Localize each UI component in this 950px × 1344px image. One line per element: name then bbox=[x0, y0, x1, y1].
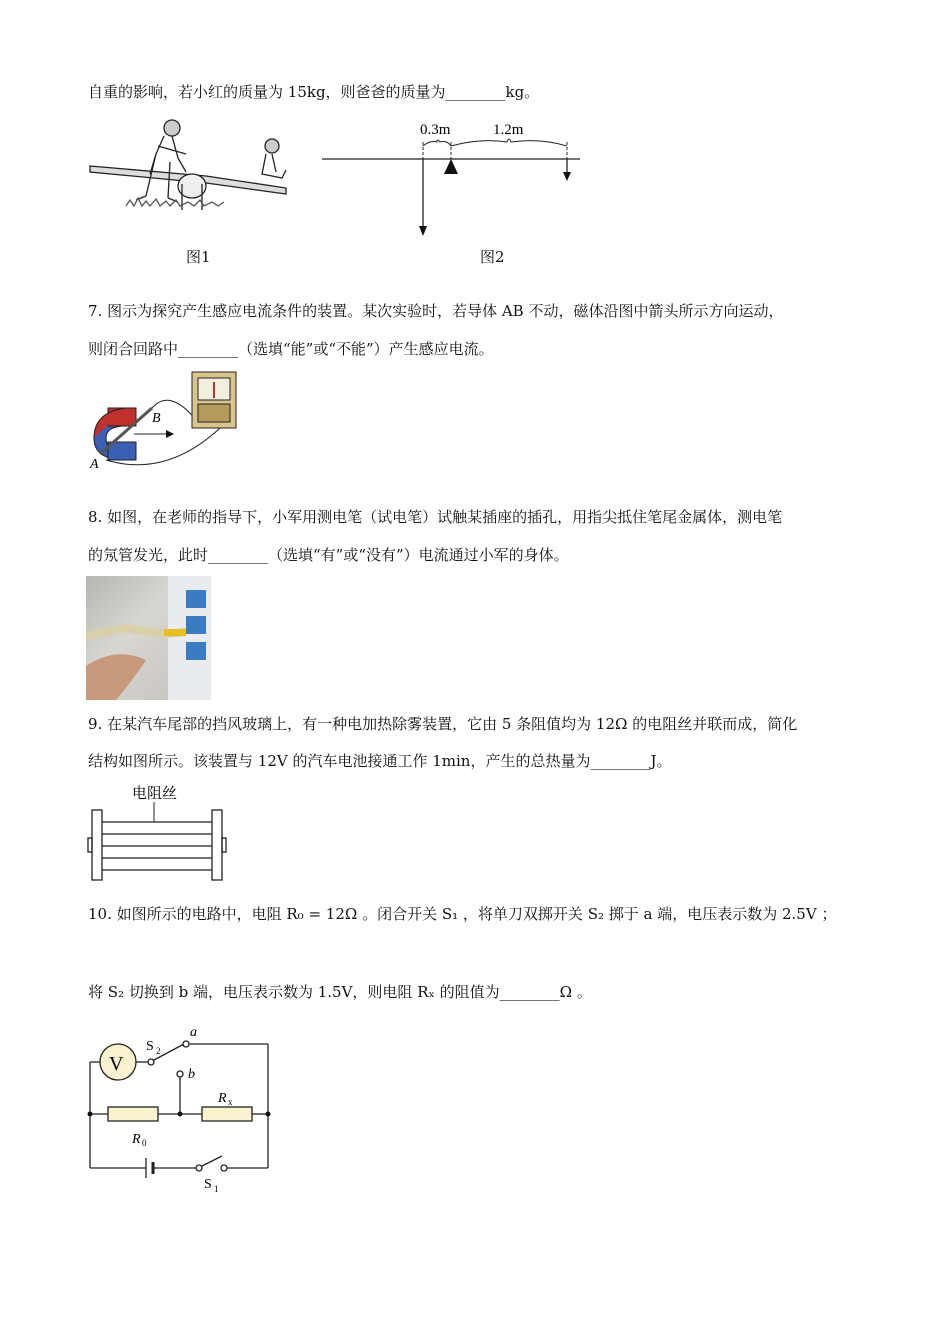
r0-label: R bbox=[132, 1132, 141, 1147]
figure-1-caption: 图1 bbox=[186, 248, 211, 266]
label-b: B bbox=[152, 411, 161, 426]
r0-subscript: 0 bbox=[142, 1138, 147, 1148]
seesaw-illustration bbox=[86, 114, 306, 222]
heating-wire-label: 电阻丝 bbox=[132, 786, 178, 802]
q9-text-line1: 9. 在某汽车尾部的挡风玻璃上，有一种电加热除雾装置，它由 5 条阻值均为 12Ω 的电阻丝并联而成，简化 bbox=[88, 715, 798, 733]
q10-text-line1: 10. 如图所示的电路中，电阻 R₀ = 12Ω 。闭合开关 S₁ ，将单刀双掷开关 S₂ 掷于 a 端，电压表示数为 2.5V ； bbox=[88, 905, 837, 923]
s2-label: S bbox=[146, 1039, 154, 1054]
q8-text-line2: 的氖管发光，此时________（选填“有”或“没有”）电流通过小军的身体。 bbox=[88, 546, 569, 564]
induction-apparatus-diagram bbox=[86, 368, 246, 474]
s1-label: S bbox=[204, 1177, 212, 1192]
left-length-label: 0.3m bbox=[420, 122, 451, 138]
s2-subscript: 2 bbox=[156, 1046, 161, 1056]
terminal-b-label: b bbox=[188, 1067, 195, 1082]
q7-text-line1: 7. 图示为探究产生感应电流条件的装置。某次实验时，若导体 AB 不动，磁体沿图中箭头所示方向运动， bbox=[88, 302, 784, 320]
lever-diagram bbox=[320, 114, 584, 240]
s1-subscript: 1 bbox=[214, 1184, 219, 1194]
q7-text-line2: 则闭合回路中________（选填“能”或“不能”）产生感应电流。 bbox=[88, 340, 494, 358]
test-pen-photo bbox=[86, 576, 211, 700]
rx-subscript: x bbox=[228, 1097, 233, 1107]
q6-tail-text: 自重的影响，若小红的质量为 15kg，则爸爸的质量为________kg。 bbox=[88, 83, 540, 101]
heating-wire-diagram bbox=[86, 780, 228, 884]
terminal-a-label: a bbox=[190, 1025, 197, 1040]
q9-text-line2: 结构如图所示。该装置与 12V 的汽车电池接通工作 1min，产生的总热量为________J。 bbox=[88, 752, 672, 770]
q10-text-line2: 将 S₂ 切换到 b 端，电压表示数为 1.5V，则电阻 Rₓ 的阻值为________Ω 。 bbox=[88, 983, 592, 1001]
voltmeter-symbol: V bbox=[109, 1053, 124, 1075]
figure-2-caption: 图2 bbox=[480, 248, 505, 266]
q8-text-line1: 8. 如图，在老师的指导下，小军用测电笔（试电笔）试触某插座的插孔，用指尖抵住笔尾金属体，测电笔 bbox=[88, 508, 783, 526]
label-a: A bbox=[90, 457, 99, 472]
circuit-diagram bbox=[86, 1016, 276, 1196]
rx-label: R bbox=[218, 1091, 227, 1106]
right-length-label: 1.2m bbox=[493, 122, 524, 138]
